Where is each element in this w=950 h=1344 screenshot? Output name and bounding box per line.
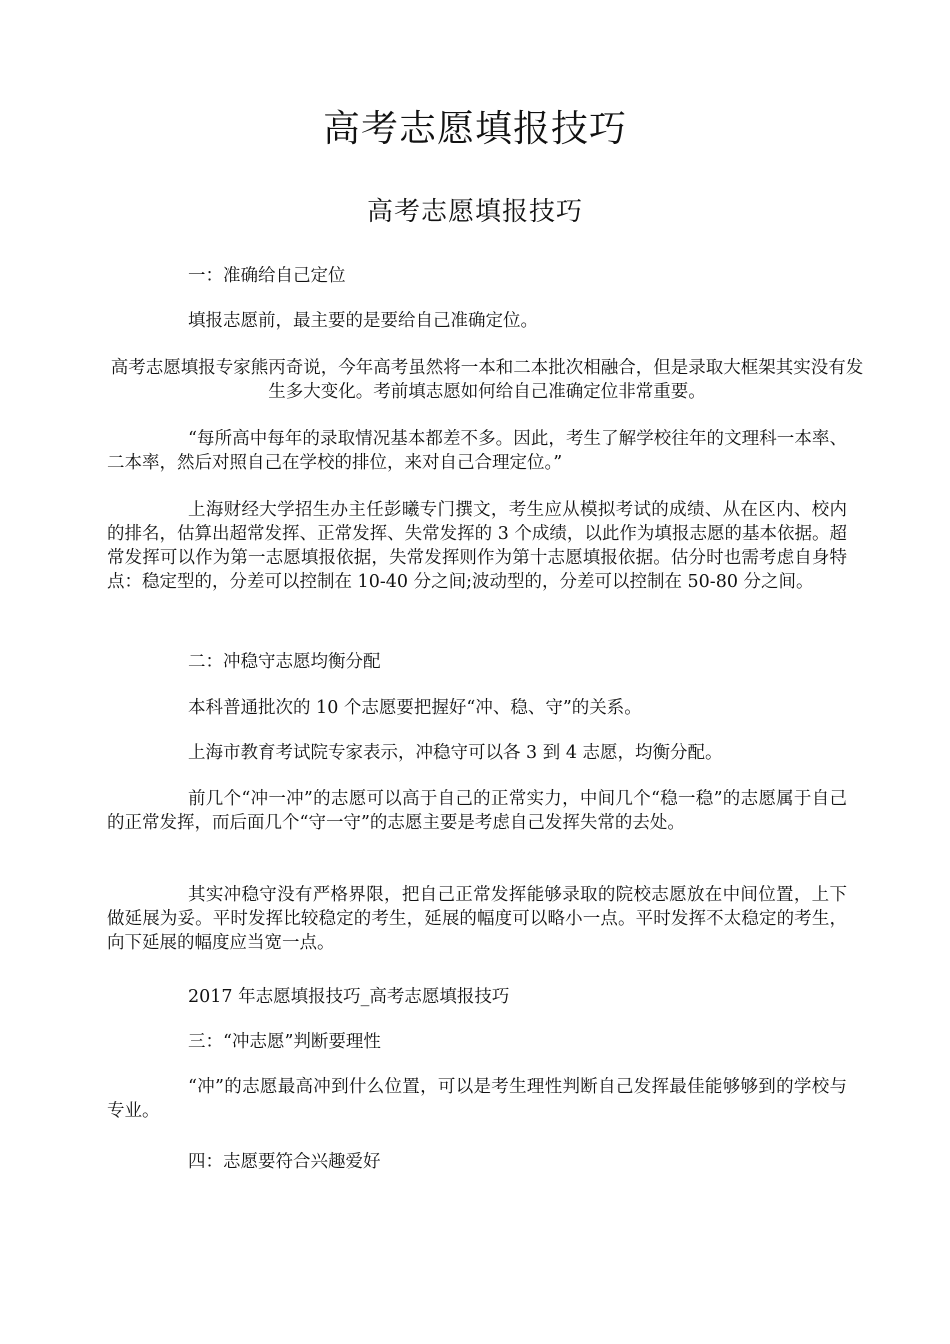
paragraph: 前几个“冲一冲”的志愿可以高于自己的正常实力，中间几个“稳一稳”的志愿属于自己的正常发挥，而后面几个“守一守”的志愿主要是考虑自己发挥失常的去处。 [107,789,847,833]
section-heading-4: 四：志愿要符合兴趣爱好 [188,1152,381,1172]
section-heading-3: 三：“冲志愿”判断要理性 [188,1032,381,1052]
document-title: 高考志愿填报技巧 [323,107,627,150]
section-heading-2: 二：冲稳守志愿均衡分配 [188,652,381,672]
paragraph: “每所高中每年的录取情况基本都差不多。因此，考生了解学校往年的文理科一本率、二本率，然后对照自己在学校的排位，来对自己合理定位。” [107,429,847,473]
paragraph: “冲”的志愿最高冲到什么位置，可以是考生理性判断自己发挥最佳能够够到的学校与专业。 [107,1077,847,1121]
section-heading-1: 一：准确给自己定位 [188,266,346,286]
document-subtitle: 高考志愿填报技巧 [366,197,583,227]
paragraph: 高考志愿填报专家熊丙奇说，今年高考虽然将一本和二本批次相融合，但是录取大框架其实没有发生多大变化。考前填志愿如何给自己准确定位非常重要。 [110,358,864,402]
paragraph: 2017 年志愿填报技巧_高考志愿填报技巧 [188,987,510,1007]
paragraph: 本科普通批次的 10 个志愿要把握好“冲、稳、守”的关系。 [188,698,642,718]
paragraph: 其实冲稳守没有严格界限，把自己正常发挥能够录取的院校志愿放在中间位置，上下做延展为妥。平时发挥比较稳定的考生，延展的幅度可以略小一点。平时发挥不太稳定的考生，向下延展的幅度应当宽一点。 [107,885,847,953]
paragraph: 填报志愿前，最主要的是要给自己准确定位。 [188,311,538,331]
paragraph: 上海市教育考试院专家表示，冲稳守可以各 3 到 4 志愿，均衡分配。 [188,743,723,763]
paragraph: 上海财经大学招生办主任彭曦专门撰文，考生应从模拟考试的成绩、从在区内、校内的排名，估算出超常发挥、正常发挥、失常发挥的 3 个成绩，以此作为填报志愿的基本依据。超常发挥可以作为第一志愿填报依据，失常发挥则作为第十志愿填报依据。估分时也需考虑自身特点：稳定型的，分差可以控制在 10-40 分之间;波动型的，分差可以控制在 50-80 分之间。 [107,500,847,592]
